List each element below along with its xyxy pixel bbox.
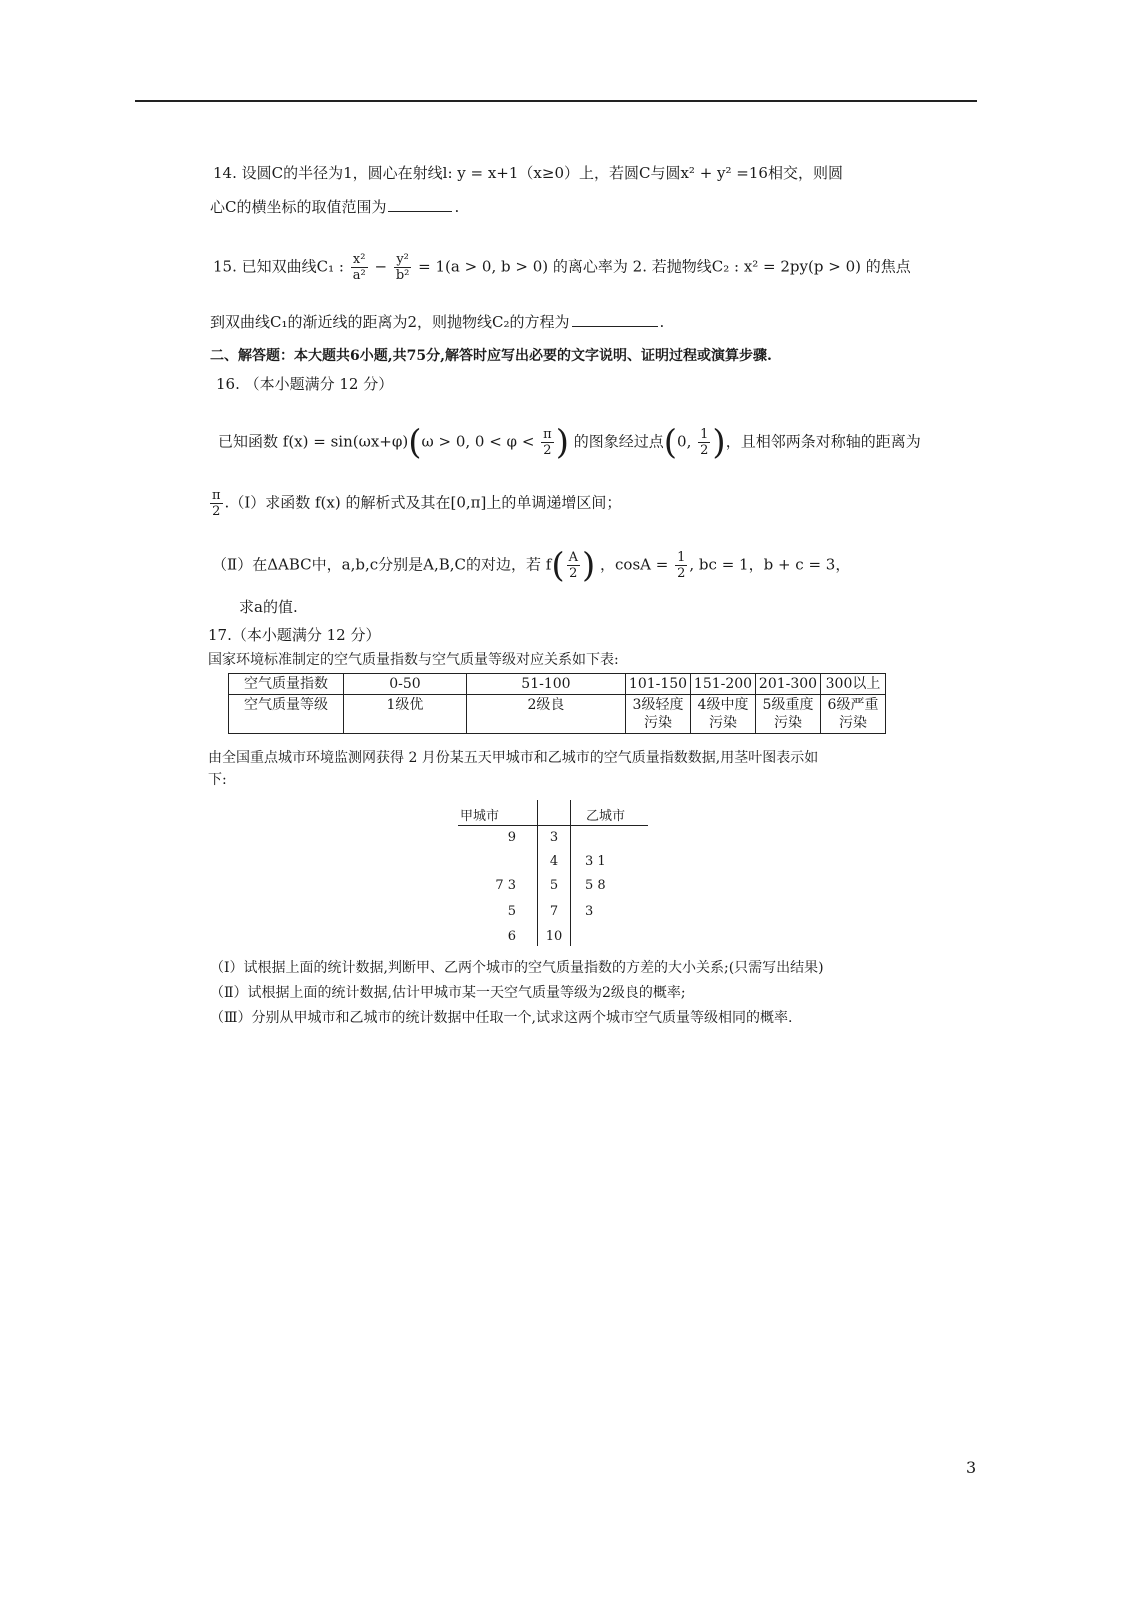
q15-frac-y-den: b² — [395, 268, 410, 283]
q16-frac-pi2-b-den: 2 — [212, 504, 221, 519]
q14-line1: 14. 设圆C的半径为1，圆心在射线l: y = x+1（x≥0）上，若圆C与圆x² + y² =16相交，则圆 — [213, 164, 843, 182]
q16-frac-half-den: 2 — [700, 443, 709, 458]
q15-rest: = 1(a > 0, b > 0) 的离心率为 2. 若抛物线C₂ : x² = 2py(p > 0) 的焦点 — [418, 257, 911, 276]
table-cell: 4级中度污染 — [691, 695, 756, 734]
q16-l1-d: ，且相邻两条对称轴的距离为 — [725, 432, 921, 451]
q16-frac-a2 — [567, 550, 580, 581]
q16-line2 — [208, 488, 621, 519]
q16-frac-pi2-b — [210, 488, 223, 519]
stem-leaf-left-leaves: 6 — [507, 929, 516, 944]
table-cell: 3级轻度污染 — [626, 695, 691, 734]
section2-heading: 二、解答题：本大题共6小题,共75分,解答时应写出必要的文字说明、证明过程或演算步骤. — [210, 348, 772, 364]
header-rule — [135, 100, 977, 102]
q15-answer-blank — [572, 312, 658, 327]
q16-l1-a: 已知函数 f(x) = sin(ωx+φ) — [218, 432, 409, 451]
table-cell: 空气质量等级 — [229, 695, 344, 734]
stem-leaf-right-header: 乙城市 — [586, 809, 626, 824]
q15-line2-text: 到双曲线C₁的渐近线的距离为2，则抛物线C₂的方程为 — [210, 313, 570, 331]
table-cell: 1级优 — [344, 695, 467, 734]
q17-part-ii: （Ⅱ）试根据上面的统计数据,估计甲城市某一天空气质量等级为2级良的概率; — [210, 985, 686, 1001]
q16-frac-pi2 — [541, 427, 554, 458]
table-cell: 101-150 — [626, 674, 691, 695]
q17-desc1: 由全国重点城市环境监测网获得 2 月份某五天甲城市和乙城市的空气质量指数数据,用茎叶图表示如 — [208, 750, 819, 766]
stem-leaf-left-rule — [537, 800, 538, 946]
stem-leaf-left-leaves: 9 — [507, 830, 516, 845]
table-cell: 2级良 — [466, 695, 625, 734]
q16-frac-pi2-den: 2 — [543, 443, 552, 458]
table-cell: 空气质量指数 — [229, 674, 344, 695]
q16-lparen: ( — [408, 422, 422, 463]
q15-line2-end: . — [659, 313, 665, 331]
q16-frac-a2-num: A — [568, 550, 578, 565]
q16-l1-b: ω > 0, 0 < φ < — [421, 432, 535, 451]
stem-leaf-stem: 10 — [545, 929, 563, 944]
table-row — [229, 674, 886, 695]
q16-l3-c: , bc = 1，b + c = 3， — [689, 555, 851, 574]
q16-l3-b: ，cosA = — [600, 555, 669, 574]
table-cell: 6级严重污染 — [821, 695, 886, 734]
q17-desc2: 下: — [208, 772, 227, 788]
q16-pt-rparen: ) — [712, 422, 726, 463]
q14-line2 — [210, 197, 459, 217]
q15-frac-x-den: a² — [352, 268, 366, 283]
stem-leaf-left-header: 甲城市 — [460, 809, 500, 824]
stem-leaf-right-leaves: 3 1 — [585, 854, 606, 869]
q15-frac-y — [394, 252, 412, 283]
q17-intro: 国家环境标准制定的空气质量指数与空气质量等级对应关系如下表: — [208, 652, 619, 668]
q14-answer-blank — [388, 197, 452, 212]
stem-leaf-stem: 4 — [549, 854, 559, 869]
table-row — [229, 695, 886, 734]
q16-f-rparen: ) — [581, 545, 596, 586]
q16-frac-a2-den: 2 — [569, 566, 578, 581]
q16-line4: 求a的值. — [239, 598, 298, 616]
q16-frac-half-b — [675, 550, 687, 581]
q15-frac-y-num: y² — [394, 252, 412, 268]
q16-frac-half — [698, 427, 710, 458]
stem-leaf-plot — [458, 800, 658, 950]
q15-minus: − — [374, 257, 388, 276]
table-cell: 300以上 — [821, 674, 886, 695]
q16-header: 16. （本小题满分 12 分） — [216, 375, 394, 393]
stem-leaf-right-rule — [570, 800, 571, 946]
q16-l1-c: 的图象经过点 — [573, 432, 664, 451]
q14-line2-text: 心C的横坐标的取值范围为 — [210, 198, 387, 216]
q16-l3-a: （Ⅱ）在ΔABC中，a,b,c分别是A,B,C的对边，若 f — [212, 555, 552, 574]
q16-rparen: ) — [555, 422, 569, 463]
q15-frac-x-num: x² — [351, 252, 368, 268]
table-cell: 151-200 — [691, 674, 756, 695]
stem-leaf-right-leaves: 5 8 — [585, 878, 606, 893]
aq-table — [228, 673, 886, 734]
stem-leaf-stem: 5 — [549, 878, 559, 893]
q14-line2-end: . — [454, 198, 460, 216]
stem-leaf-stem: 3 — [549, 830, 559, 845]
table-cell: 51-100 — [466, 674, 625, 695]
table-cell: 0-50 — [344, 674, 467, 695]
q16-frac-half-b-den: 2 — [677, 566, 686, 581]
q16-pt-a: 0, — [677, 432, 692, 451]
q15-prefix: 15. 已知双曲线C₁ : — [213, 257, 344, 276]
q16-frac-half-num: 1 — [700, 427, 709, 442]
q16-line1 — [218, 422, 921, 463]
q16-line3 — [212, 545, 851, 586]
q17-part-iii: （Ⅲ）分别从甲城市和乙城市的统计数据中任取一个,试求这两个城市空气质量等级相同的概率. — [210, 1010, 793, 1026]
stem-leaf-stem: 7 — [549, 904, 559, 919]
q17-part-i: （Ⅰ）试根据上面的统计数据,判断甲、乙两个城市的空气质量指数的方差的大小关系;(只需写出结果) — [210, 960, 824, 976]
q16-f-lparen: ( — [551, 545, 565, 586]
q15-line1 — [213, 252, 911, 283]
q15-frac-x — [351, 252, 368, 283]
stem-leaf-right-leaves: 3 — [585, 904, 594, 919]
q16-frac-pi2-num: π — [543, 427, 552, 442]
stem-leaf-left-leaves: 7 3 — [495, 878, 516, 893]
q16-frac-half-b-num: 1 — [677, 550, 686, 565]
stem-leaf-header-rule — [458, 825, 648, 826]
q16-l2-b: .（Ⅰ）求函数 f(x) 的解析式及其在[0,π]上的单调递增区间； — [224, 493, 622, 512]
q17-header: 17.（本小题满分 12 分） — [208, 626, 381, 644]
q15-line2 — [210, 312, 664, 332]
q16-frac-pi2-b-num: π — [212, 488, 221, 503]
table-cell: 5级重度污染 — [756, 695, 821, 734]
table-cell: 201-300 — [756, 674, 821, 695]
q16-pt-lparen: ( — [663, 422, 678, 463]
stem-leaf-left-leaves: 5 — [507, 904, 516, 919]
page-number: 3 — [966, 1458, 977, 1477]
